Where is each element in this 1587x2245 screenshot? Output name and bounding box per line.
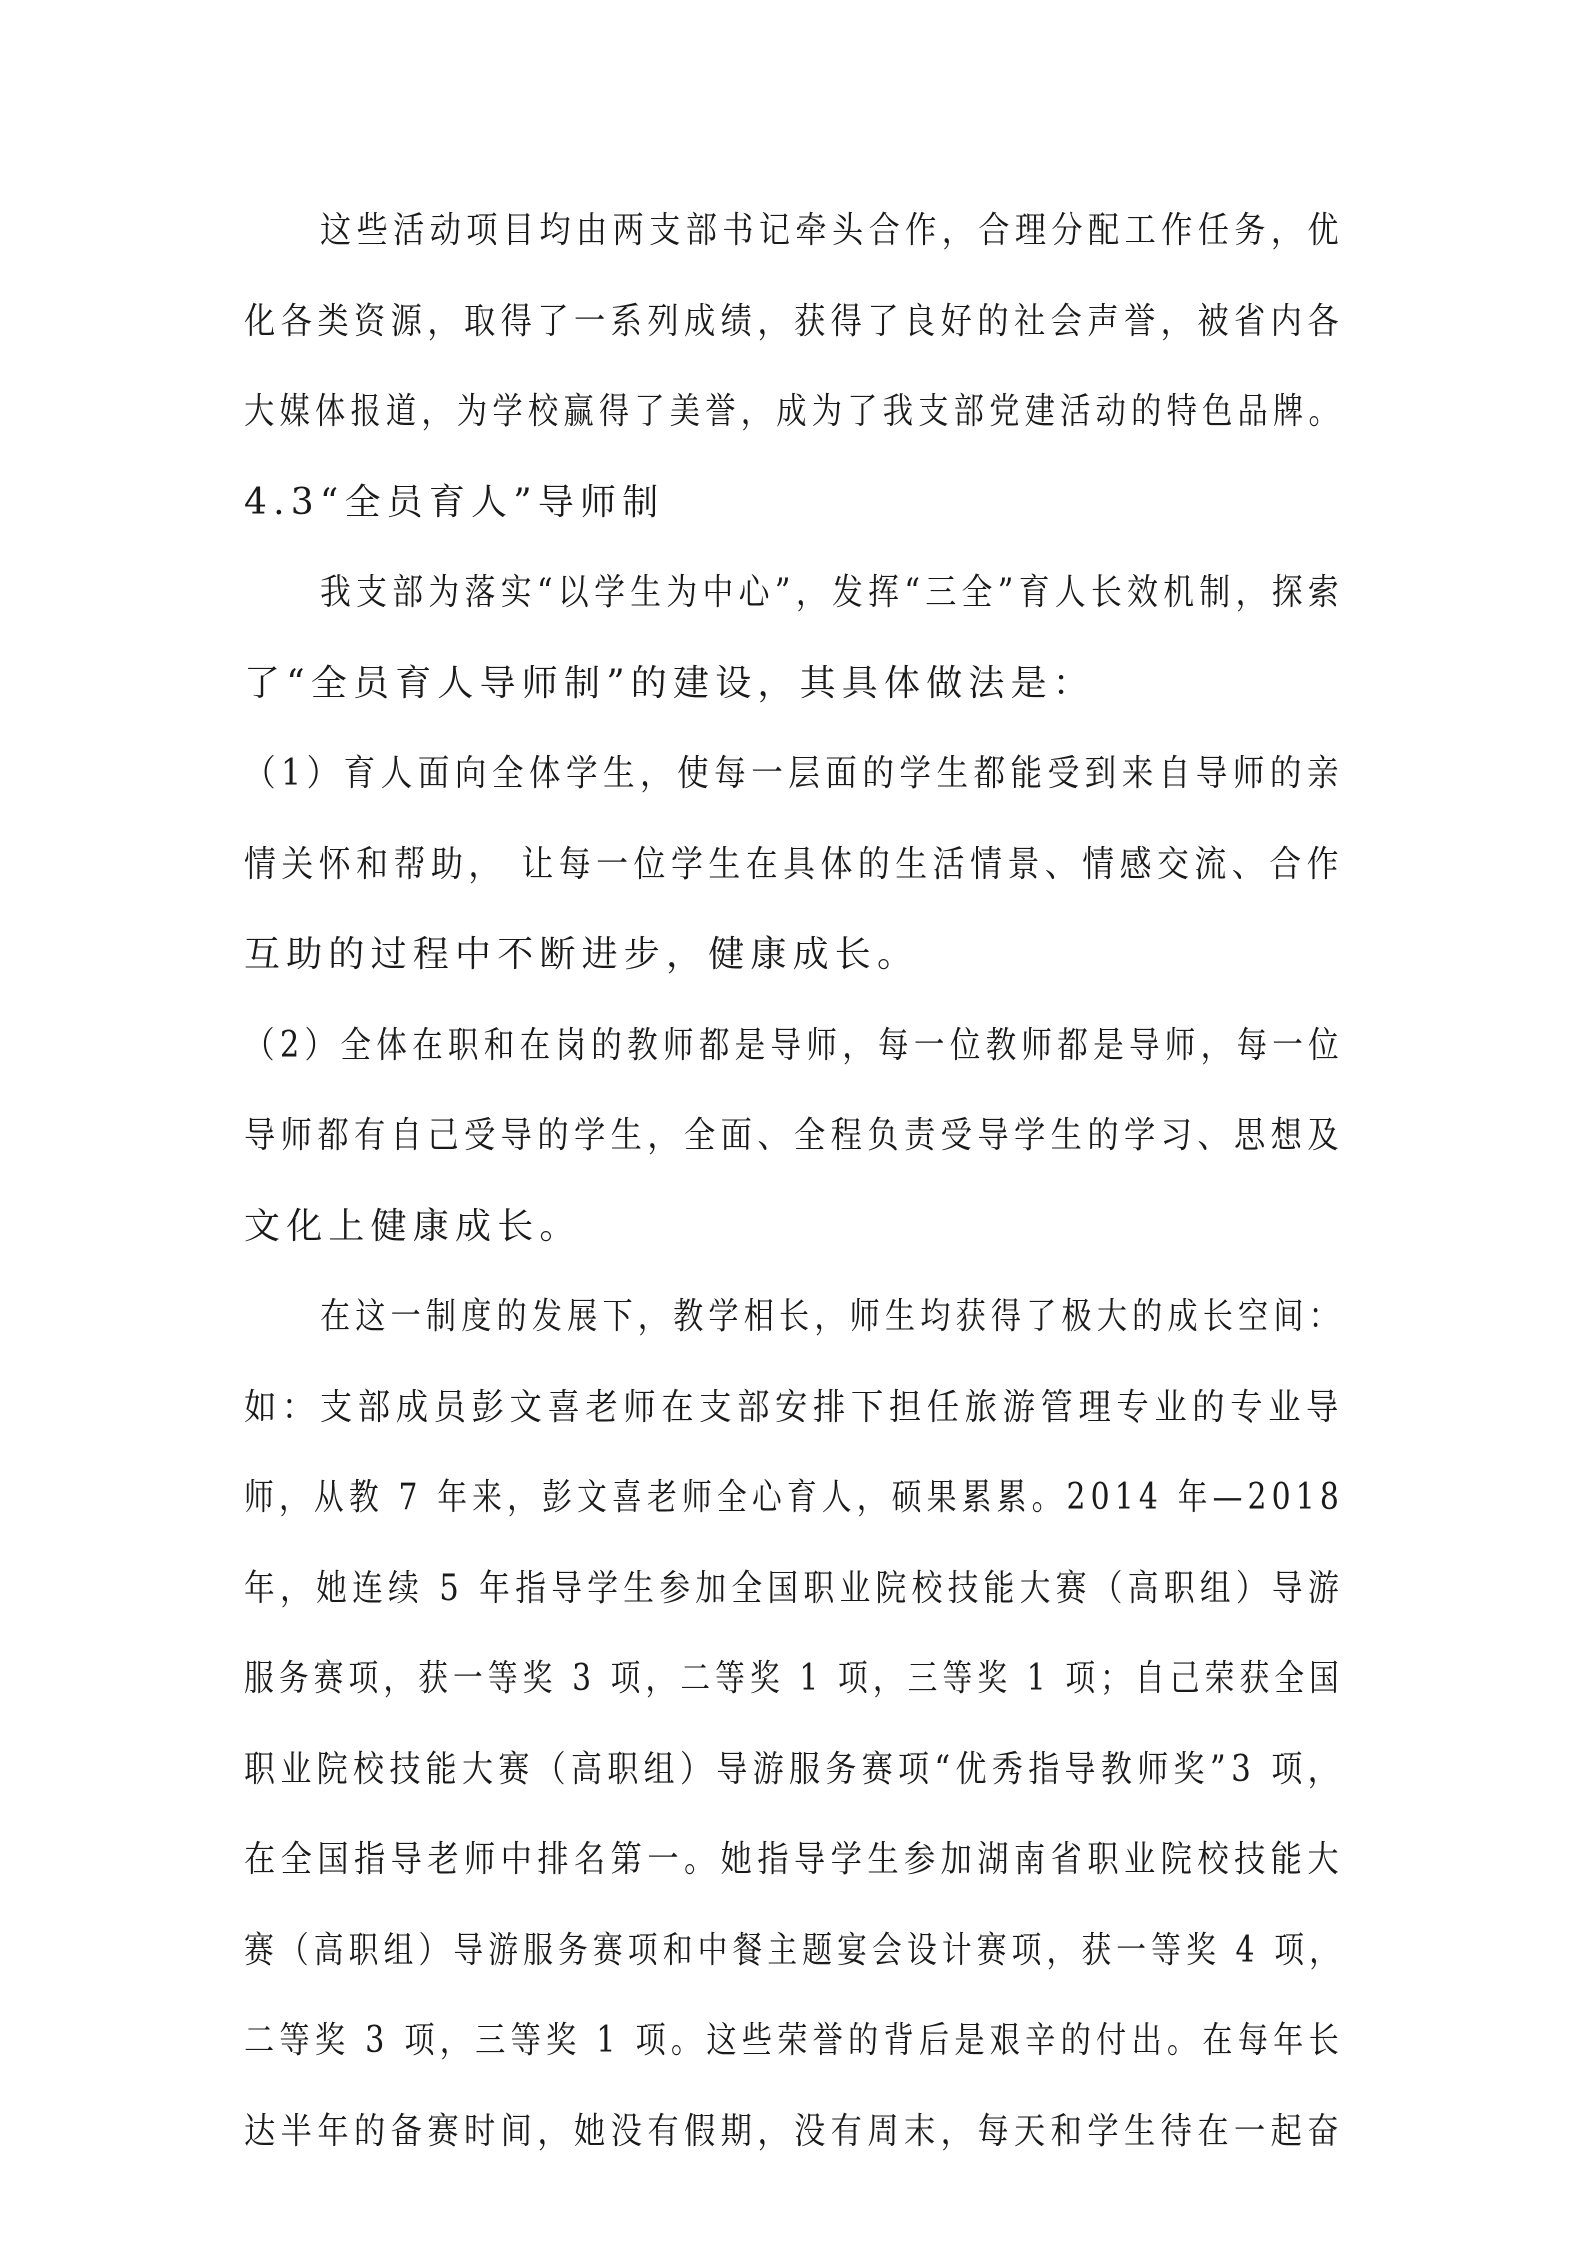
text-line (244, 388, 1344, 479)
text-line (244, 750, 1344, 841)
text-line (244, 1293, 1344, 1384)
text-line-content: 化各类资源，取得了一系列成绩，获得了良好的社会声誉，被省内各 (244, 300, 1344, 342)
text-line-content: （2）全体在职和在岗的教师都是导师，每一位教师都是导师，每一位 (244, 1024, 1344, 1066)
text-line-content: 如：支部成员彭文喜老师在支部安排下担任旅游管理专业的专业导 (244, 1386, 1344, 1428)
text-line-content: 在全国指导老师中排名第一。她指导学生参加湖南省职业院校技能大 (244, 1839, 1344, 1880)
text-line (244, 841, 1344, 932)
text-line (244, 2108, 1344, 2199)
text-line (244, 1927, 1344, 2018)
text-line-content: 达半年的备赛时间，她没有假期，没有周末，每天和学生待在一起奋 (244, 2110, 1344, 2152)
text-line-content: 这些活动项目均由两支部书记牵头合作，合理分配工作任务，优 (320, 210, 1344, 251)
text-line (244, 207, 1344, 298)
text-line-content: 4.3“全员育人”导师制 (244, 481, 665, 523)
text-line (244, 569, 1344, 660)
text-line-content: 赛（高职组）导游服务赛项和中餐主题宴会设计赛项，获一等奖 4 项， (244, 1929, 1344, 1971)
text-line (244, 2017, 1344, 2108)
text-line-content: 互助的过程中不断进步，健康成长。 (244, 934, 920, 975)
text-line (244, 660, 1344, 751)
document-body (244, 207, 1344, 2198)
text-line (244, 298, 1344, 389)
text-line-content: 导师都有自己受导的学生，全面、全程负责受导学生的学习、思想及 (244, 1115, 1344, 1156)
text-line-content: （1）育人面向全体学生，使每一层面的学生都能受到来自导师的亲 (244, 753, 1344, 794)
text-line (244, 479, 1344, 570)
text-line (244, 1203, 1344, 1294)
text-line (244, 1474, 1344, 1565)
text-line-content: 情关怀和帮助， 让每一位学生在具体的生活情景、情感交流、合作 (244, 843, 1344, 885)
text-line-content: 文化上健康成长。 (244, 1205, 582, 1247)
text-line (244, 1655, 1344, 1746)
text-line-content: 二等奖 3 项，三等奖 1 项。这些荣誉的背后是艰辛的付出。在每年长 (244, 2020, 1344, 2061)
text-line (244, 1836, 1344, 1927)
text-line-content: 在这一制度的发展下，教学相长，师生均获得了极大的成长空间： (320, 1296, 1344, 1337)
text-line-content: 了“全员育人导师制”的建设，其具体做法是： (244, 662, 1096, 704)
text-line-content: 年，她连续 5 年指导学生参加全国职业院校技能大赛（高职组）导游 (244, 1567, 1344, 1609)
text-line-content: 职业院校技能大赛（高职组）导游服务赛项“优秀指导教师奖”3 项， (244, 1748, 1344, 1790)
text-line (244, 1384, 1344, 1475)
text-line (244, 1022, 1344, 1113)
text-line (244, 1565, 1344, 1656)
text-line-content: 师，从教 7 年来，彭文喜老师全心育人，硕果累累。2014 年—2018 (244, 1477, 1344, 1518)
text-line (244, 1112, 1344, 1203)
text-line-content: 服务赛项，获一等奖 3 项，二等奖 1 项，三等奖 1 项；自己荣获全国 (244, 1658, 1344, 1699)
text-line (244, 1746, 1344, 1837)
text-line-content: 我支部为落实“以学生为中心”，发挥“三全”育人长效机制，探索 (320, 572, 1344, 613)
text-line (244, 931, 1344, 1022)
text-line-content: 大媒体报道，为学校赢得了美誉，成为了我支部党建活动的特色品牌。 (244, 391, 1344, 432)
